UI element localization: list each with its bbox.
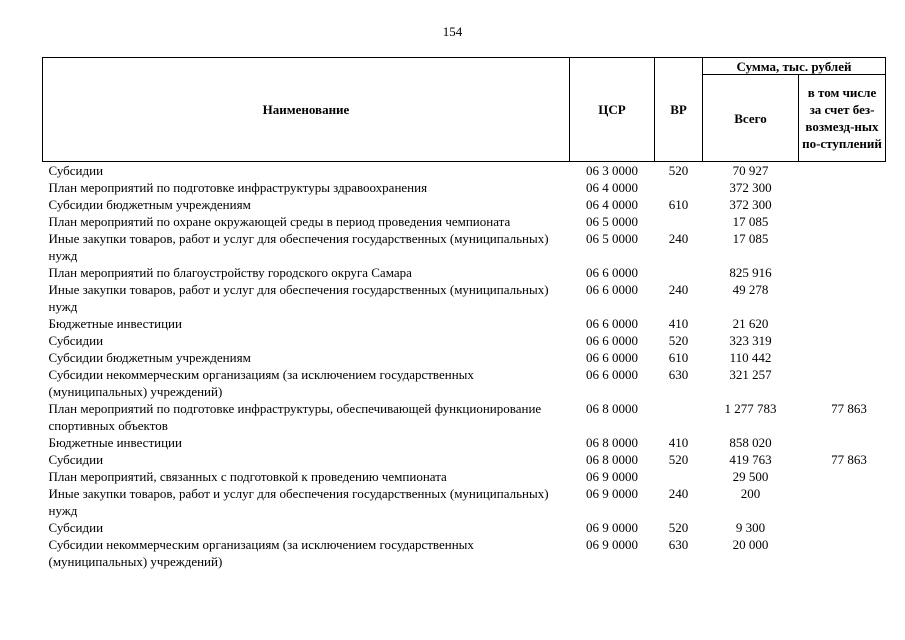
row-name: Субсидии [48, 452, 104, 467]
row-free [799, 281, 886, 315]
table-row [43, 468, 886, 485]
row-total: 200 [740, 486, 761, 501]
row-total: 1 277 783 [724, 401, 777, 416]
table-row [43, 315, 886, 332]
row-name: Иные закупки товаров, работ и услуг для обеспечения государственных (муниципальных) нужд [48, 231, 549, 263]
row-name: Бюджетные инвестиции [48, 316, 182, 331]
row-csr: 06 9 0000 [586, 520, 638, 535]
row-csr: 06 8 0000 [586, 435, 638, 450]
row-csr: 06 5 0000 [586, 231, 638, 246]
table-row [43, 434, 886, 451]
header-free: в том числе за счет без-возмезд-ных по-ступлений [799, 75, 886, 162]
table-row [43, 213, 886, 230]
header-name: Наименование [43, 58, 570, 162]
row-name: Субсидии [48, 163, 104, 178]
row-vr: 240 [668, 282, 689, 297]
row-total: 110 442 [729, 350, 772, 365]
row-name: План мероприятий по подготовке инфраструктуры, обеспечивающей функционирование спортивных объектов [48, 401, 542, 433]
row-total: 49 278 [732, 282, 769, 297]
row-name: Субсидии бюджетным учреждениям [48, 350, 251, 365]
row-name: Субсидии некоммерческим организациям (за исключением государственных (муниципальных) учреждений) [48, 537, 474, 569]
row-free: 77 863 [831, 452, 867, 467]
row-free [799, 162, 886, 180]
table-row [43, 230, 886, 264]
header-vr: ВР [655, 58, 703, 162]
row-name: План мероприятий по благоустройству городского округа Самара [48, 265, 412, 280]
row-vr [655, 400, 703, 434]
row-csr: 06 6 0000 [586, 350, 638, 365]
row-total: 825 916 [729, 265, 772, 280]
row-free [799, 196, 886, 213]
row-csr: 06 6 0000 [586, 316, 638, 331]
row-free [799, 434, 886, 451]
table-row [43, 264, 886, 281]
row-vr: 520 [668, 520, 689, 535]
row-name: План мероприятий по подготовке инфраструктуры здравоохранения [48, 180, 428, 195]
row-vr: 610 [668, 350, 689, 365]
row-free [799, 179, 886, 196]
row-csr: 06 3 0000 [586, 163, 638, 178]
table-row [43, 451, 886, 468]
row-vr: 410 [668, 435, 689, 450]
row-vr [655, 213, 703, 230]
table-row [43, 281, 886, 315]
table-row [43, 332, 886, 349]
row-csr: 06 6 0000 [586, 265, 638, 280]
table-row [43, 366, 886, 400]
row-free [799, 366, 886, 400]
row-free [799, 332, 886, 349]
row-total: 20 000 [732, 537, 769, 552]
row-free [799, 315, 886, 332]
row-csr: 06 9 0000 [586, 537, 638, 552]
row-vr: 630 [668, 537, 689, 552]
row-csr: 06 8 0000 [586, 452, 638, 467]
table-row [43, 196, 886, 213]
row-name: Субсидии некоммерческим организациям (за исключением государственных (муниципальных) учреждений) [48, 367, 474, 399]
row-csr: 06 6 0000 [586, 282, 638, 297]
row-free: 77 863 [831, 401, 867, 416]
row-csr: 06 8 0000 [586, 401, 638, 416]
row-free [799, 264, 886, 281]
row-free [799, 349, 886, 366]
row-name: Иные закупки товаров, работ и услуг для обеспечения государственных (муниципальных) нужд [48, 486, 549, 518]
row-total: 372 300 [729, 197, 772, 212]
row-total: 17 085 [732, 214, 769, 229]
row-name: Иные закупки товаров, работ и услуг для обеспечения государственных (муниципальных) нужд [48, 282, 549, 314]
row-total: 323 319 [729, 333, 772, 348]
page-number: 154 [442, 24, 463, 39]
row-vr: 520 [668, 163, 689, 178]
row-free [799, 213, 886, 230]
header-sum: Сумма, тыс. рублей [703, 58, 886, 75]
row-name: Субсидии [48, 520, 104, 535]
row-csr: 06 9 0000 [586, 486, 638, 501]
table-header [43, 58, 886, 162]
row-free [799, 519, 886, 536]
row-name: План мероприятий, связанных с подготовкой к проведению чемпионата [48, 469, 447, 484]
row-total: 858 020 [729, 435, 772, 450]
row-csr: 06 6 0000 [586, 333, 638, 348]
header-total: Всего [703, 75, 799, 162]
row-csr: 06 9 0000 [586, 469, 638, 484]
row-free [799, 230, 886, 264]
row-vr [655, 468, 703, 485]
row-total: 70 927 [732, 163, 769, 178]
row-csr: 06 5 0000 [586, 214, 638, 229]
row-vr: 610 [668, 197, 689, 212]
row-total: 17 085 [732, 231, 769, 246]
row-vr: 630 [668, 367, 689, 382]
row-total: 29 500 [732, 469, 769, 484]
row-total: 21 620 [732, 316, 769, 331]
row-free [799, 485, 886, 519]
table-row [43, 400, 886, 434]
row-vr: 240 [668, 231, 689, 246]
row-vr [655, 179, 703, 196]
row-name: Субсидии [48, 333, 104, 348]
row-vr: 410 [668, 316, 689, 331]
row-csr: 06 6 0000 [586, 367, 638, 382]
row-vr [655, 264, 703, 281]
table-row [43, 519, 886, 536]
row-name: Бюджетные инвестиции [48, 435, 182, 450]
table-body [43, 162, 886, 571]
row-csr: 06 4 0000 [586, 197, 638, 212]
row-vr: 520 [668, 333, 689, 348]
table-row [43, 349, 886, 366]
row-free [799, 536, 886, 570]
row-total: 419 763 [729, 452, 772, 467]
budget-table [42, 57, 886, 570]
row-total: 321 257 [729, 367, 772, 382]
row-vr: 240 [668, 486, 689, 501]
table-row [43, 536, 886, 570]
row-total: 372 300 [729, 180, 772, 195]
row-vr: 520 [668, 452, 689, 467]
table-row [43, 485, 886, 519]
row-name: План мероприятий по охране окружающей среды в период проведения чемпионата [48, 214, 511, 229]
table-row [43, 179, 886, 196]
header-csr: ЦСР [570, 58, 655, 162]
row-free [799, 468, 886, 485]
table-row [43, 162, 886, 180]
row-name: Субсидии бюджетным учреждениям [48, 197, 251, 212]
row-total: 9 300 [735, 520, 766, 535]
row-csr: 06 4 0000 [586, 180, 638, 195]
